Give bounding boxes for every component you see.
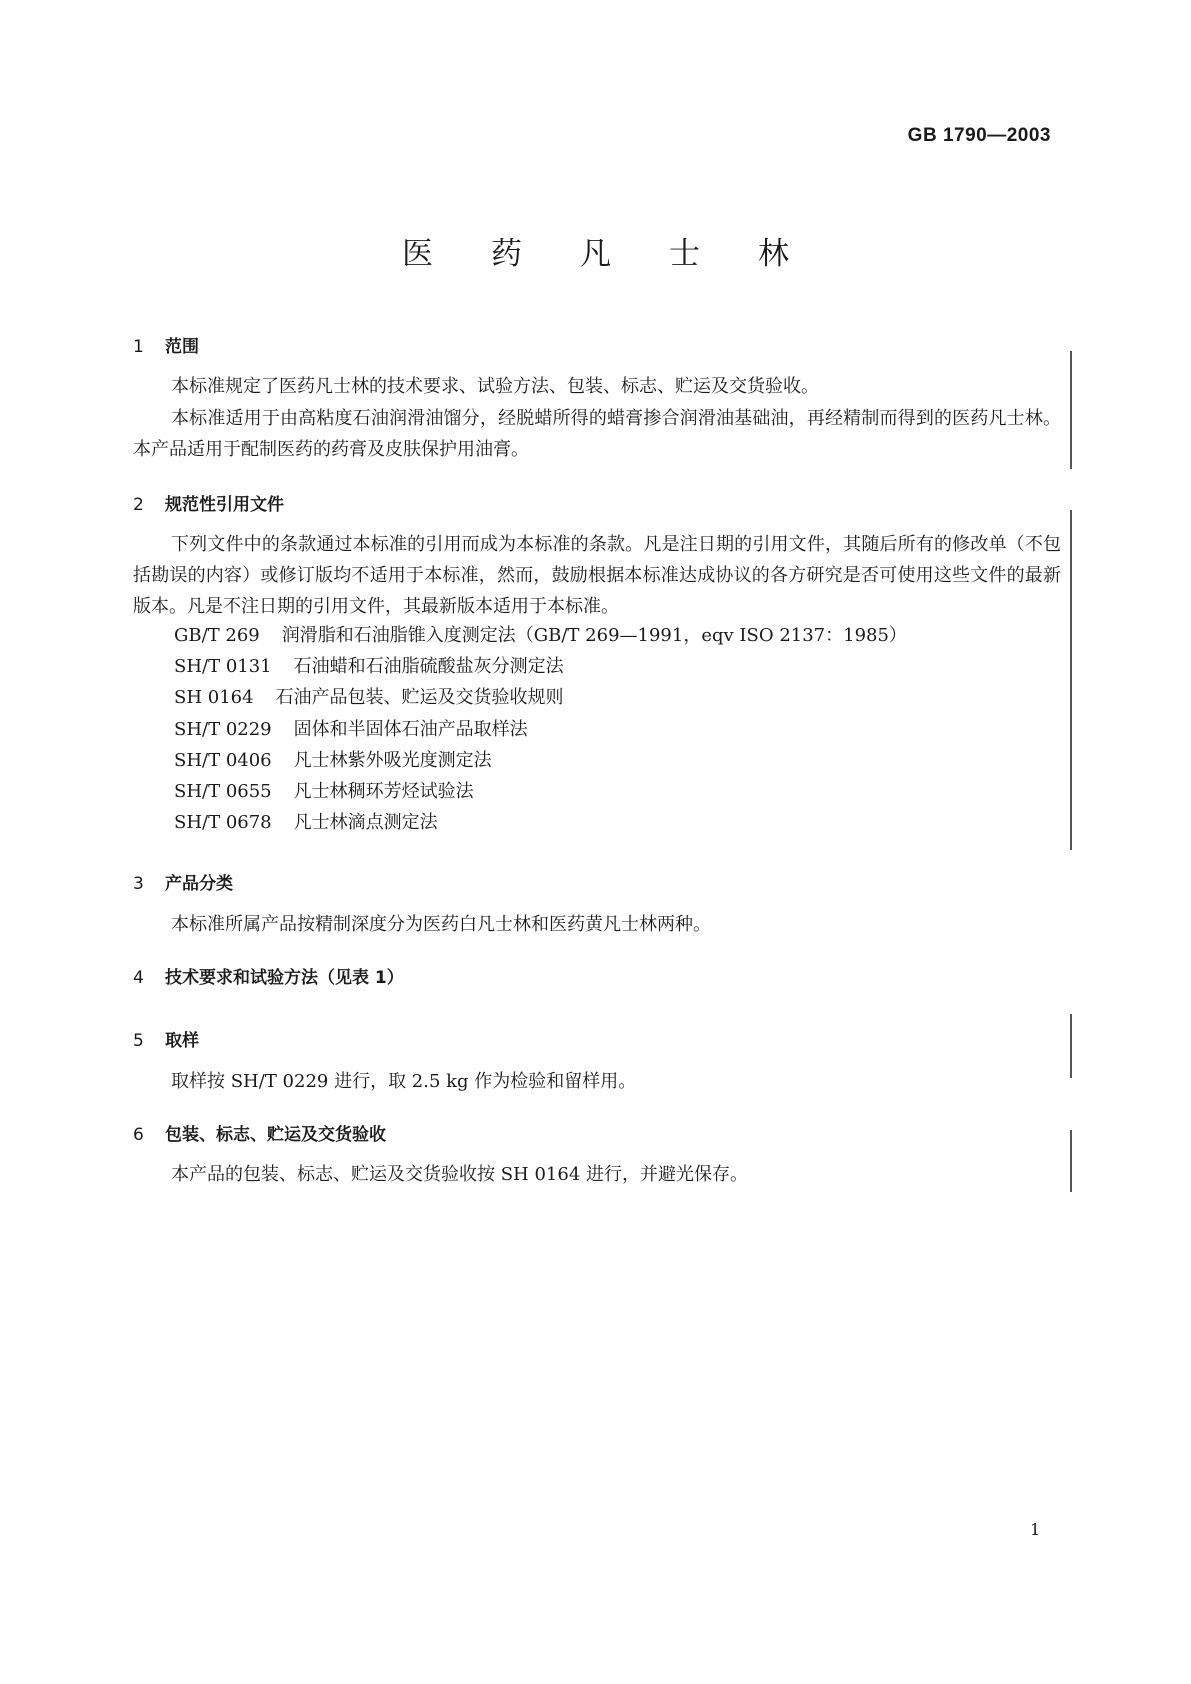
reference-code: GB/T 269: [174, 625, 260, 646]
reference-code: SH/T 0655: [174, 781, 272, 803]
reference-item: [174, 807, 907, 838]
reference-title: 固体和半固体石油产品取样法: [293, 718, 528, 740]
section-number: 3: [133, 874, 144, 894]
page-number: 1: [1030, 1520, 1041, 1539]
section-number: 1: [133, 337, 144, 357]
reference-title: 石油蜡和石油脂硫酸盐灰分测定法: [293, 656, 564, 678]
reference-item: [174, 651, 907, 682]
reference-item: [174, 776, 907, 807]
reference-item: [174, 745, 907, 776]
reference-code: SH 0164: [174, 687, 254, 709]
reference-title: 凡士林紫外吸光度测定法: [293, 749, 492, 771]
reference-title: 凡士林稠环芳烃试验法: [293, 781, 474, 803]
reference-title: 凡士林滴点测定法: [293, 812, 438, 834]
section-title: 包装、标志、贮运及交货验收: [165, 1125, 386, 1145]
section-4-heading: [133, 963, 404, 988]
section-6-heading: [133, 1120, 386, 1145]
section-2-heading: [133, 490, 284, 515]
reference-item: [174, 620, 907, 651]
reference-item: [174, 682, 907, 713]
section-5-heading: [133, 1026, 199, 1051]
section-number: 5: [133, 1031, 144, 1051]
section-5-paragraph-1: 取样按 SH/T 0229 进行，取 2.5 kg 作为检验和留样用。: [171, 1071, 637, 1092]
section-title: 技术要求和试验方法（见表 1）: [165, 968, 404, 988]
section-6-paragraph-1: 本产品的包装、标志、贮运及交货验收按 SH 0164 进行，并避光保存。: [171, 1164, 748, 1185]
section-title: 规范性引用文件: [165, 495, 284, 515]
change-bar: [1070, 510, 1072, 850]
section-3-heading: [133, 869, 233, 894]
section-number: 2: [133, 495, 144, 515]
section-1-paragraph-1: 本标准规定了医药凡士林的技术要求、试验方法、包装、标志、贮运及交货验收。: [171, 376, 819, 397]
reference-code: SH/T 0406: [174, 749, 272, 771]
reference-code: SH/T 0229: [174, 718, 272, 740]
document-title: 医药凡士林: [402, 236, 847, 272]
change-bar: [1070, 351, 1072, 469]
section-number: 6: [133, 1125, 144, 1145]
reference-title: 润滑脂和石油脂锥入度测定法（GB/T 269—1991，eqv ISO 2137：1985）: [281, 625, 907, 646]
section-1-paragraph-2: 本标准适用于由高粘度石油润滑油馏分，经脱蜡所得的蜡膏掺合润滑油基础油，再经精制而得到的医药凡士林。本产品适用于配制医药的药膏及皮肤保护用油膏。: [133, 408, 1061, 460]
normative-references-list: [174, 620, 907, 838]
change-bar: [1070, 1130, 1072, 1192]
section-title: 产品分类: [165, 874, 233, 894]
section-title: 范围: [165, 337, 199, 357]
section-3-paragraph-1: 本标准所属产品按精制深度分为医药白凡士林和医药黄凡士林两种。: [171, 914, 711, 935]
section-1-heading: [133, 332, 199, 357]
standard-code: GB 1790—2003: [907, 125, 1051, 146]
reference-code: SH/T 0131: [174, 656, 272, 678]
section-number: 4: [133, 968, 144, 988]
section-2-paragraph-1: 下列文件中的条款通过本标准的引用而成为本标准的条款。凡是注日期的引用文件，其随后所有的修改单（不包括勘误的内容）或修订版均不适用于本标准，然而，鼓励根据本标准达成协议的各方研究是否可使用这些文件的最新版本。凡是不注日期的引用文件，其最新版本适用于本标准。: [133, 534, 1061, 617]
section-title: 取样: [165, 1031, 199, 1051]
reference-code: SH/T 0678: [174, 812, 272, 834]
change-bar: [1070, 1014, 1072, 1078]
reference-title: 石油产品包装、贮运及交货验收规则: [275, 687, 564, 709]
reference-item: [174, 714, 907, 745]
